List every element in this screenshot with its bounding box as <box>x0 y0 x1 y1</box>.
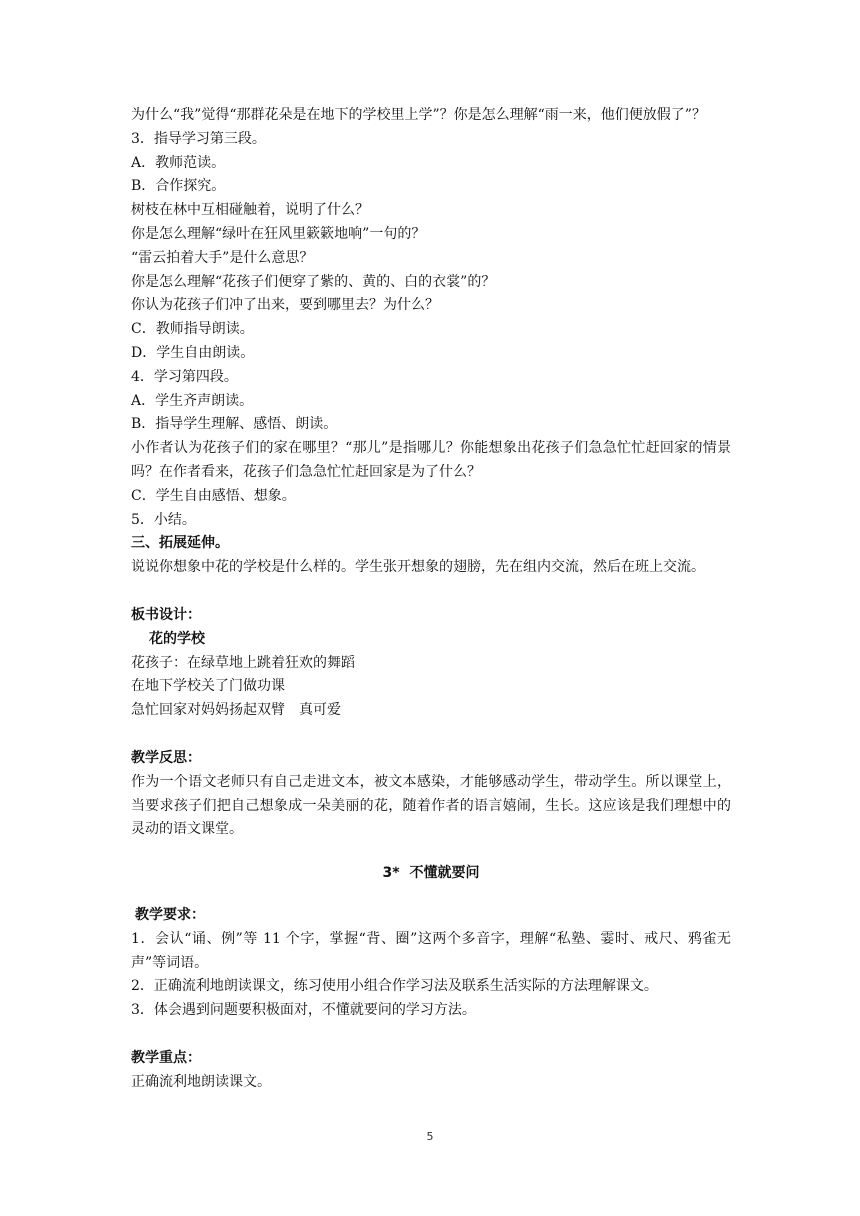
reflection-heading: 教学反思： <box>131 749 201 766</box>
section-heading: 三、拓展延伸。 <box>131 535 229 552</box>
list-item: C．学生自由感悟、想象。 <box>131 487 296 504</box>
paragraph: 为什么“我”觉得“那群花朵是在地下的学校里上学”？你是怎么理解“雨一来，他们便放假了”？ <box>131 107 706 123</box>
list-item: A．学生齐声朗读。 <box>131 392 254 409</box>
spacer <box>131 842 731 858</box>
spacer <box>131 1023 731 1047</box>
paragraph: 小作者认为花孩子们的家在哪里？“那儿”是指哪儿？你能想象出花孩子们急急忙忙赶回家的情景吗？在作者看来，花孩子们急急忙忙赶回家是为了什么？ <box>131 440 731 480</box>
board-title: 花的学校 <box>149 630 205 647</box>
board-line <box>131 699 731 723</box>
requirement-item: 3．体会遇到问题要积极面对，不懂就要问的学习方法。 <box>131 1002 476 1019</box>
lesson-title <box>131 862 731 886</box>
spacer <box>131 580 731 604</box>
question: 树枝在林中互相碰触着，说明了什么？ <box>131 202 369 219</box>
question: 你是怎么理解“花孩子们便穿了紫的、黄的、白的衣裳”的？ <box>131 273 496 290</box>
step-heading: 5．小结。 <box>131 511 196 528</box>
key-points-text: 正确流利地朗读课文。 <box>131 1073 271 1090</box>
requirement-item: 2．正确流利地朗读课文，练习使用小组合作学习法及联系生活实际的方法理解课文。 <box>131 978 658 995</box>
step-heading: 4．学习第四段。 <box>131 368 238 385</box>
board-heading: 板书设计： <box>131 606 201 623</box>
question: 你认为花孩子们冲了出来，要到哪里去？为什么？ <box>131 297 439 314</box>
list-item: D．学生自由朗读。 <box>131 344 255 361</box>
reflection-paragraph: 作为一个语文老师只有自己走进文本，被文本感染，才能够感动学生，带动学生。所以课堂上，当要求孩子们把自己想象成一朵美丽的花，随着作者的语言嬉闹，生长。这应该是我们理想中的灵动的语文课堂。 <box>131 773 731 838</box>
list-item: C．教师指导朗读。 <box>131 321 254 338</box>
key-points-heading: 教学重点： <box>131 1049 201 1066</box>
requirements-heading: 教学要求： <box>135 906 205 923</box>
question: “雷云拍着大手”是什么意思？ <box>131 249 314 266</box>
question: 你是怎么理解“绿叶在狂风里簌簌地响”一句的？ <box>131 225 426 242</box>
board-line-text: 急忙回家对妈妈扬起双臂 <box>131 702 285 719</box>
board-line: 在地下学校关了门做功课 <box>131 678 285 695</box>
page-number: 5 <box>426 1130 434 1143</box>
board-line: 花孩子：在绿草地上跳着狂欢的舞蹈 <box>131 654 355 671</box>
list-item: A．教师范读。 <box>131 154 226 171</box>
list-item: B．指导学生理解、感悟、朗读。 <box>131 416 338 433</box>
board-line-note: 真可爱 <box>299 702 341 719</box>
lesson-number: 3* <box>382 865 400 882</box>
spacer <box>131 723 731 747</box>
step-heading: 3．指导学习第三段。 <box>131 130 266 147</box>
document-body <box>131 104 731 1094</box>
paragraph: 说说你想象中花的学校是什么样的。学生张开想象的翅膀，先在组内交流，然后在班上交流。 <box>131 559 705 576</box>
spacer <box>131 890 731 904</box>
list-item: B．合作探究。 <box>131 178 226 195</box>
lesson-title-text: 不懂就要问 <box>409 865 480 882</box>
requirement-item: 1．会认“诵、例”等 11 个字，掌握“背、圈”这两个多音字，理解“私塾、霎时、戒尺、鸦雀无声”等词语。 <box>131 930 731 971</box>
